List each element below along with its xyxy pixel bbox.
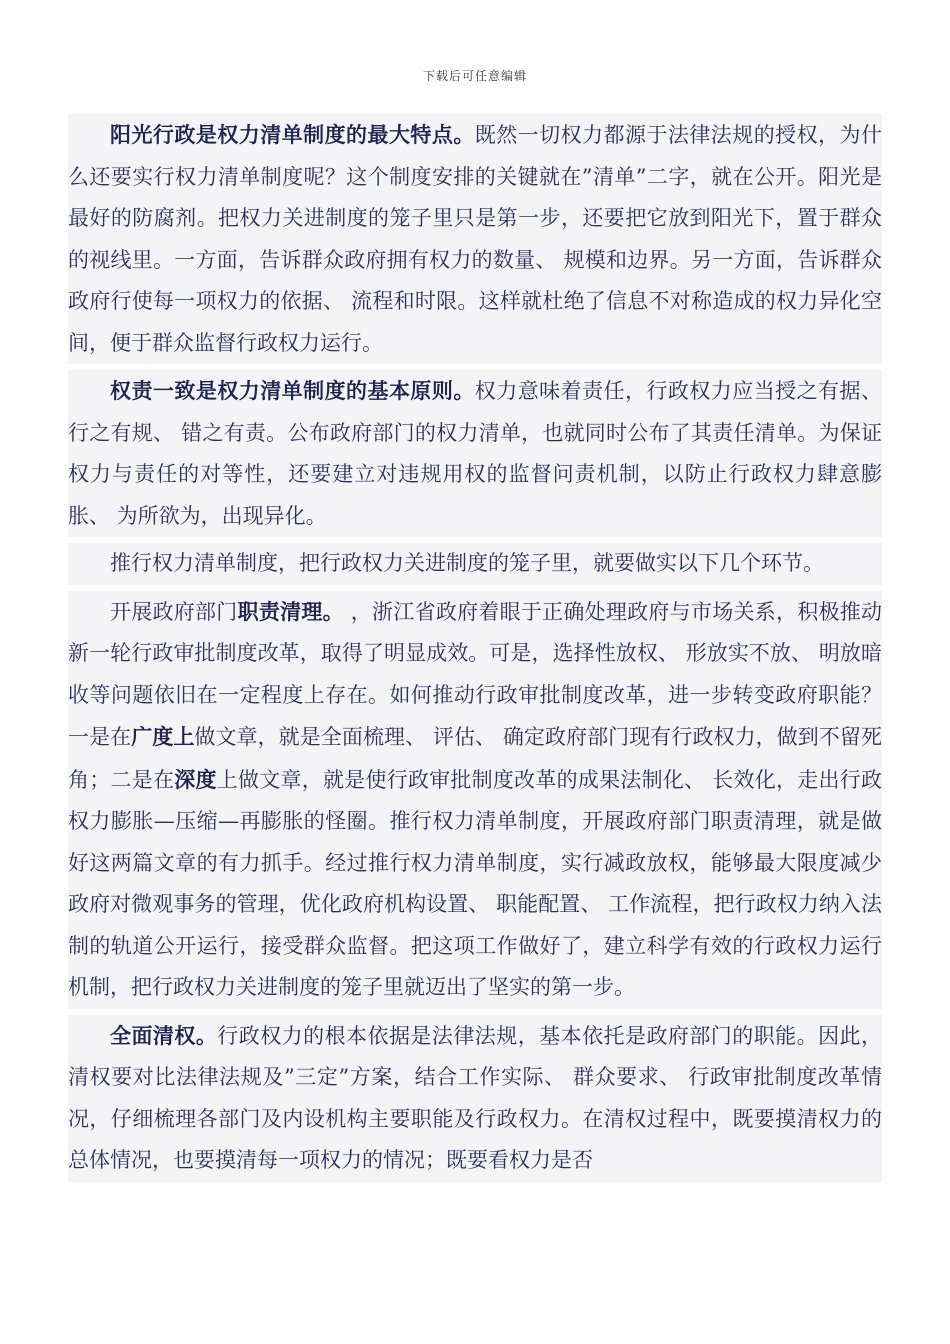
emphasis-breadth: 广度上 (131, 724, 195, 749)
paragraph-text: 权力意味着责任，行政权力应当授之有据、 行之有规、 错之有责。公布政府部门的权力清单，也就同时公布了其责任清单。为保证权力与责任的对等性，还要建立对违规用权的监督问责机制，以防止行政权力肆意膨胀、 为所欲为，出现异化。 (68, 379, 883, 528)
paragraph-heading: 阳光行政是权力清单制度的最大特点。 (110, 122, 475, 147)
paragraph-text: 既然一切权力都源于法律法规的授权，为什么还要实行权力清单制度呢？这个制度安排的关键就在”清单”二字，就在公开。阳光是最好的防腐剂。把权力关进制度的笼子里只是第一步，还要把它放到阳光下，置于群众的视线里。一方面，告诉群众政府拥有权力的数量、 规模和边界。另一方面，告诉群众政府行使每一项权力的依据、 流程和时限。这样就杜绝了信息不对称造成的权力异化空间，便于群众监督行政权力运行。 (68, 123, 883, 355)
paragraph-text: 上做文章，就是使行政审批制度改革的成果法制化、 长效化，走出行政权力膨胀—压缩—再膨胀的怪圈。推行权力清单制度，开展政府部门职责清理，就是做好这两篇文章的有力抓手。经过推行权力清单制度，实行减政放权，能够最大限度减少政府对微观事务的管理，优化政府机构设置、 职能配置、 工作流程，把行政权力纳入法制的轨道公开运行，接受群众监督。把这项工作做好了，建立科学有效的行政权力运行机制，把行政权力关进制度的笼子里就迈出了坚实的第一步。 (68, 767, 883, 999)
paragraph-comprehensive-review (68, 1015, 882, 1182)
paragraph-text-lead: 开展政府部门 (110, 599, 238, 624)
paragraph-sunshine-administration (68, 114, 882, 364)
paragraph-duty-review (68, 591, 882, 1009)
paragraph-heading: 全面清权。 (110, 1022, 218, 1048)
paragraph-text: 行政权力的根本依据是法律法规，基本依托是政府部门的职能。因此，清权要对比法律法规及”三定”方案，结合工作实际、 群众要求、 行政审批制度改革情况，仔细梳理各部门及内设机构主要职能及行政权力。在清权过程中，既要摸清权力的总体情况，也要摸清每一项权力的情况；既要看权力是否 (68, 1023, 883, 1172)
paragraph-heading: 职责清理。 (237, 598, 344, 624)
paragraph-text: ，浙江省政府着眼于正确处理政府与市场关系，积极推动新一轮行政审批制度改革，取得了明显成效。可是，选择性放权、 形放实不放、 明放暗收等问题依旧在一定程度上存在。如何推动行政审批制度改革，进一步转变政府职能？一是在 (68, 599, 882, 749)
paragraph-text: 做文章，就是全面梳理、 评估、 确定政府部门现有行政权力，做到不留死角；二是在 (68, 725, 882, 792)
emphasis-depth: 深度 (174, 766, 217, 792)
paragraph-text: 推行权力清单制度，把行政权力关进制度的笼子里，就要做实以下几个环节。 (110, 551, 824, 575)
page-header: 下载后可任意编辑 (422, 69, 527, 83)
paragraph-heading: 权责一致是权力清单制度的基本原则。 (110, 378, 475, 403)
paragraph-implementation-intro (68, 543, 882, 585)
paragraph-power-responsibility (68, 370, 882, 537)
document-body (68, 114, 882, 1188)
